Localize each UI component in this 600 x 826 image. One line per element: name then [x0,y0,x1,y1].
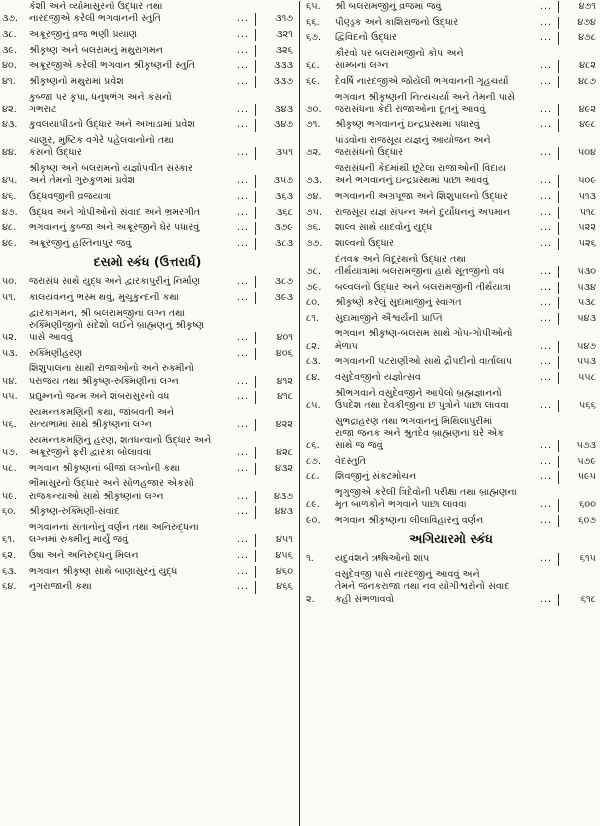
page-number: ૩૩૩ [255,60,293,72]
leader-dots: ... [236,44,250,56]
chapter-number: ૫૩. [2,347,18,359]
leader-dots: ... [539,16,553,28]
page-number: ૪૯૨ [558,104,596,116]
chapter-number: ૬૧. [2,534,16,546]
chapter-number: ૫૯. [2,490,18,502]
toc-entry [2,522,293,547]
chapter-number: ૫૪. [2,375,18,387]
toc-entry [2,348,293,360]
chapter-title: ભૃગુજીએ કરેલી ત્રિદેવોની પરીક્ષા તથા બ્રાહ્મણના મૃત બાળકોને ભગવાને પાછા લાવવા [335,487,517,511]
page-number: ૪૨૨ [255,419,293,431]
chapter-title: દંતવક્ર અને વિદૂરથનો ઉદ્ધાર તથા તીર્થયાત્રામાં બલરામજીના હાથે સૂતજીનો વધ [335,253,505,277]
leader-dots: ... [539,553,553,565]
chapter-title: શ્રીકૃષ્ણનો મથુરામાં પ્રવેશ [29,75,124,87]
chapter-title: સ્યમન્તકમણિનું હરણ, શતધન્વાનો ઉદ્ધાર અને અક્રૂરજીને ફરી દ્વારકા બોલાવવા [29,434,212,459]
chapter-number: ૩૮. [2,28,17,40]
page-number: ૪૮૨ [558,60,596,72]
chapter-number: ૬૬. [306,16,320,28]
toc-entry [2,1,293,26]
chapter-number: ૮૦. [306,297,321,309]
toc-entry [306,372,596,384]
leader-dots: ... [236,447,250,459]
chapter-title: જરાસંધની કેદમાંથી છૂટેલા રાજાઓની વિદાય અને ભગવાનનું ઇન્દ્રપ્રસ્થમાં પાછા આવવું [335,163,506,187]
chapter-title: ભગવાનની અગ્રપૂજા અને શિશુપાલનો ઉદ્ધાર [335,190,508,202]
page-number: ૫૭૩ [558,440,596,452]
chapter-title: ઉષા અને અનિરુદ્ધનું મિલન [29,549,139,561]
chapter-title: બલ્વલનો ઉદ્ધાર અને બલરામજીની તીર્થયાત્રા [335,281,511,293]
page-number: ૪૭૮ [558,32,596,44]
leader-dots: ... [236,190,250,202]
toc-entry [306,238,596,250]
page-number: ૫૫૮ [558,372,596,384]
chapter-title: અક્રૂરજીએ કરેલી ભગવાન શ્રીકૃષ્ણની સ્તુતિ [29,60,195,72]
chapter-number: ૮૬. [306,440,320,452]
chapter-title: દ્વિવિદનો ઉદ્ધાર [335,32,397,44]
chapter-number: ૪૮. [2,222,17,234]
toc-entry [2,191,293,203]
page-number: ૪૩૭ [255,491,293,503]
chapter-title: રુક્મિણીહરણ [29,347,83,359]
chapter-number: ૪૪. [2,147,17,159]
chapter-title: શ્રીકૃષ્ણ-રુક્મિણી-સંવાદ [29,506,120,518]
leader-dots: ... [236,13,250,25]
chapter-number: ૫૮. [2,462,17,474]
leader-dots: ... [539,593,553,605]
left-column [0,1,299,826]
leader-dots: ... [236,375,250,387]
page-number: ૩૯૩ [255,292,293,304]
page-number: ૩૭૯ [255,222,293,234]
leader-dots: ... [236,462,250,474]
chapter-title: ભગવાનનાં સંતાનોનું વર્ણન તથા અનિરુદ્ધના લગ્નમાં રુક્મીનું માર્યું જવું [29,522,199,546]
page-number: ૩૮૭ [255,276,293,288]
chapter-number: ૭૧. [306,119,321,131]
chapter-number: ૮૩. [306,356,321,368]
leader-dots: ... [236,391,250,403]
chapter-number: ૪૧. [2,75,16,87]
page-number: ૬૦૦ [558,499,596,511]
toc-entry [2,119,293,131]
leader-dots: ... [236,119,250,131]
leader-dots: ... [539,32,553,44]
toc-entry [306,282,596,294]
toc-entry [2,29,293,41]
toc-entry [306,328,596,353]
leader-dots: ... [539,297,553,309]
page-number: ૬૦૭ [558,515,596,527]
toc-entry [2,363,293,388]
page-number: ૫૭૯ [558,456,596,468]
chapter-number: ૪૨. [2,103,17,115]
leader-dots: ... [539,1,553,12]
toc-entry [306,471,596,483]
page-number: ૪૫૬ [255,550,293,562]
toc-entry [306,1,596,13]
chapter-number: ૬૨. [2,549,17,561]
right-column [299,1,598,826]
toc-entry [2,550,293,562]
chapter-title: પૌણ્ડ્રક અને કાશિરાજનો ઉદ્ધાર [335,16,459,28]
chapter-number: ૫૬. [2,419,17,431]
toc-entry [2,135,293,160]
page-number: ૪૪૩ [255,506,293,518]
leader-dots: ... [236,222,250,234]
chapter-title: શ્રીકૃષ્ણ ભગવાનનું ઇન્દ્રપ્રસ્થમાં પધારવું [335,119,480,131]
chapter-title: શિશુપાલના સાથી રાજાઓનો અને રુક્મીનો પરાજય તથા શ્રીકૃષ્ણ-રુક્મિણીનાં લગ્ન [29,363,195,387]
leader-dots: ... [539,312,553,324]
chapter-number: ૭૨. [306,147,322,159]
toc-entry [306,553,596,565]
chapter-title: શ્રીકૃષ્ણ અને બલરામનો યજ્ઞોપવીત સંસ્કાર અને તેમનો ગુરુકુળમાં પ્રવેશ [29,163,193,187]
toc-entry [306,388,596,413]
leader-dots: ... [539,60,553,72]
leader-dots: ... [539,75,553,87]
page-number: ૩૨૧ [255,29,293,41]
chapter-title: કૌરવો પર બલરામજીનો કોપ અને સામ્બનાં લગ્ન [335,47,464,72]
toc-entry [306,17,596,29]
chapter-title: અક્રૂરજીનું વ્રજ ભણી પ્રયાણ [29,28,138,40]
chapter-number: ૬૪. [2,581,17,593]
chapter-title: નૃગરાજાની કથા [29,581,92,593]
toc-entry [2,45,293,57]
leader-dots: ... [236,147,250,159]
page-number: ૪૯૮ [558,119,596,131]
chapter-number: ૭૦. [306,103,322,115]
page-number: ૫૨૬ [558,238,596,250]
page-number: ૫૦૪ [558,147,596,159]
toc-entry [306,515,596,527]
chapter-number: ૭૯. [306,281,322,293]
leader-dots: ... [539,265,553,277]
chapter-title: ઉદ્ધવજીની વ્રજયાત્રા [29,190,112,202]
chapter-title: સુદામાજીને ઐશ્વર્યની પ્રાપ્તિ [335,312,443,324]
chapter-number: ૮૧. [306,312,320,324]
page-number: ૬૧૫ [558,553,596,565]
chapter-number: ૭૫. [306,206,323,218]
leader-dots: ... [236,332,250,344]
toc-entry [306,254,596,279]
toc-entry [2,222,293,234]
leader-dots: ... [539,399,553,411]
chapter-title: સુભદ્રાહરણ તથા ભગવાનનું મિથિલાપુરીમાં રાજા જનક અને શ્રુતદેવ બ્રાહ્મણના ઘરે એક સાથે જ જવું [335,415,505,452]
leader-dots: ... [539,440,553,452]
chapter-title: કેશી અને વ્યોમાસુરનો ઉદ્ધાર તથા નારદજીએ કરેલી ભગવાનની સ્તુતિ [29,1,163,25]
toc-entry [306,456,596,468]
chapter-number: ૫૭. [2,447,19,459]
chapter-number: ૪૫. [2,175,18,187]
chapter-number: ૩૭. [2,13,19,25]
toc-entry [2,506,293,518]
chapter-title: શ્રીભગવાને વસુદેવજીને આપેલો બ્રહ્મજ્ઞાનનો ઉપદેશ તથા દેવકીજીના છ પુત્રોને પાછા લાવવા [335,387,509,411]
page-number: ૫૧૩ [558,191,596,203]
leader-dots: ... [539,499,553,511]
toc-entry [306,569,596,606]
leader-dots: ... [539,237,553,249]
chapter-number: ૭૪. [306,190,322,202]
chapter-title: કુબ્જા પર કૃપા, ધનુષભંગ અને કંસનો ગભરાટ [29,91,172,115]
chapter-number: ૪૯. [2,237,17,249]
page-number: ૩૬૮ [255,207,293,219]
leader-dots: ... [236,565,250,577]
chapter-number: ૪૩. [2,119,18,131]
leader-dots: ... [236,276,250,288]
page-number: ૫૩૦ [558,266,596,278]
chapter-title: રાજસૂય યજ્ઞ સંપન્ન અને દુર્યોધનનું અપમાન [335,206,511,218]
chapter-number: ૪૦. [2,60,17,72]
leader-dots: ... [539,281,553,293]
chapter-title: ભગવાનની પટરાણીઓ સાથે દ્રૌપદીનો વાર્તાલાપ [335,356,513,368]
page-number: ૪૬૦ [255,566,293,578]
leader-dots: ... [539,175,553,187]
toc-entry [2,391,293,403]
toc-entry [2,276,293,288]
toc-entry [306,356,596,368]
page-number: ૩૫૭ [255,175,293,187]
chapter-title: શ્રીકૃષ્ણ અને બલરામનું મથુરાગમન [29,44,163,56]
page-number: ૩૧૭ [255,13,293,25]
chapter-number: ૯૦. [306,515,321,527]
chapter-title: શિવજીનું સંકટમોચન [335,471,417,483]
chapter-number: ૧. [306,553,314,565]
leader-dots: ... [539,515,553,527]
page-number: ૫૪૩ [558,313,596,325]
toc-entry [2,407,293,432]
toc-entry [2,207,293,219]
chapter-number: ૬૩. [2,565,17,577]
leader-dots: ... [236,506,250,518]
chapter-title: શાલ્વનો ઉદ્ધાર [335,237,394,249]
toc-entry [2,292,293,304]
page-number: ૪૬૬ [255,581,293,593]
toc-entry [2,60,293,72]
toc-entry [306,135,596,160]
section-heading: દસમો સ્કંધ (ઉત્તરાર્ધ) [93,254,202,270]
toc-columns [0,1,600,826]
chapter-title: વેદસ્તુતિ [335,455,366,467]
chapter-title: ઉદ્ધવ અને ગોપીઓનો સંવાદ અને ભ્રમરગીત [29,206,201,218]
toc-entry [306,297,596,309]
leader-dots: ... [539,356,553,368]
leader-dots: ... [236,60,250,72]
chapter-title: જરાસંધ સાથે યુદ્ધ અને દ્વારકાપુરીનું નિર્માણ [29,276,201,288]
chapter-title: ભૌમાસુરનો ઉદ્ધાર અને સોળહજાર એકસો રાજકન્યાઓ સાથે શ્રીકૃષ્ણનાં લગ્ન [29,478,195,502]
page-number: ૫૦૯ [558,175,596,187]
toc-entry [2,238,293,250]
toc-entry [306,416,596,453]
leader-dots: ... [539,471,553,483]
chapter-title: કુવલયાપીડનો ઉદ્ધાર અને અખાડામાં પ્રવેશ [29,119,195,131]
toc-entry [2,435,293,460]
chapter-number: ૫૦. [2,276,18,288]
chapter-title: અક્રૂરજીનું હસ્તિનાપુર જવું [29,237,132,249]
page-number: ૪૮૭ [558,76,596,88]
page-number: ૫૨૨ [558,222,596,234]
toc-entry [306,92,596,117]
chapter-number: ૬૦. [2,506,17,518]
toc-entry [2,76,293,88]
leader-dots: ... [236,347,250,359]
page-number: ૫૫૩ [558,356,596,368]
toc-entry [306,207,596,219]
chapter-number: ૭૬. [306,222,322,234]
toc-entry [2,566,293,578]
chapter-title: પાંડવોના રાજસૂય યજ્ઞનું આયોજન અને જરાસંધનો ઉદ્ધાર [335,135,491,159]
chapter-number: ૮૫. [306,399,321,411]
chapter-title: ભગવાન શ્રીકૃષ્ણ-બલરામ સાથે ગોપ-ગોપીઓનો મેળાપ [335,328,513,352]
page-number: ૫૩૮ [558,297,596,309]
leader-dots: ... [236,237,250,249]
chapter-number: ૮૪. [306,372,321,384]
page-number: ૫૬૬ [558,400,596,412]
page-number: ૪૭૧ [558,1,596,13]
chapter-title: ભગવાનનું કુબ્જા અને અક્રૂરજીને ઘેર પધારવું [29,222,200,234]
chapter-number: ૬૫. [306,1,321,12]
chapter-title: પ્રદ્યુમ્નનો જન્મ અને શંબરાસુરનો વધ [29,391,170,403]
chapter-number: ૩૯. [2,44,18,56]
page-number: ૫૧૮ [558,207,596,219]
chapter-number: ૬૯. [306,75,321,87]
chapter-number: ૬૮. [306,60,320,72]
page-number: ૩૪૭ [255,119,293,131]
toc-entry [2,92,293,117]
page-number: ૪૩૨ [255,463,293,475]
toc-entry [2,163,293,188]
section-heading: અગિયારમો સ્કંધ [409,531,493,547]
toc-entry [306,222,596,234]
leader-dots: ... [236,103,250,115]
leader-dots: ... [539,103,553,115]
leader-dots: ... [236,490,250,502]
toc-entry [2,308,293,345]
chapter-number: ૭૩. [306,175,323,187]
chapter-title: શ્રીકૃષ્ણે કરેલું સુદામાજીનું સ્વાગત [335,297,462,309]
toc-entry [2,581,293,593]
leader-dots: ... [236,534,250,546]
chapter-title: વસુદેવજી પાસે નારદજીનું આવવું અને તેમને જનકરાજા તથા નવ યોગીશ્વરોનો સંવાદ કહી સંભળાવવો [335,568,510,605]
chapter-number: ૭૭. [306,237,323,249]
chapter-title: વસુદેવજીનો યજ્ઞોત્સવ [335,372,421,384]
chapter-title: સ્યમન્તકમણિની કથા, જાંબવતી અને સત્યભામા સાથે શ્રીકૃષ્ણનાં લગ્ન [29,406,175,431]
toc-entry [306,487,596,512]
chapter-title: ભગવાન શ્રીકૃષ્ણનાં બીજાં લગ્નોની કથા [29,462,180,474]
chapter-title: શ્રી બલરામજીનું વ્રજમાં જવું [335,1,442,12]
leader-dots: ... [539,190,553,202]
page-number: ૩૫૧ [255,147,293,159]
chapter-title: દ્વારકાગમન, શ્રી બલરામજીનાં લગ્ન તથા રુક્મિણીજીનો સંદેશો લઈને બ્રાહ્મણનું શ્રીકૃષ્ણ પાસે આવવું [29,307,205,344]
chapter-number: ૫૫. [2,391,18,403]
toc-entry [306,48,596,73]
toc-entry [306,313,596,325]
page-number: ૪૦૬ [255,348,293,360]
leader-dots: ... [236,175,250,187]
leader-dots: ... [236,549,250,561]
toc-entry [2,478,293,503]
leader-dots: ... [236,75,250,87]
page-number: ૩૬૩ [255,191,293,203]
page-number: ૫૯૫ [558,471,596,483]
chapter-title: ભગવાન શ્રીકૃષ્ણના લીલાવિહારનું વર્ણન [335,515,484,527]
page-number: ૬૧૮ [558,594,596,606]
leader-dots: ... [539,372,553,384]
toc-entry [306,32,596,44]
chapter-number: ૨. [306,593,315,605]
chapter-number: ૭૮. [306,265,321,277]
chapter-title: ભગવાન શ્રીકૃષ્ણની નિત્યચર્યા અને તેમની પાસે જરાસંધના કેદી રાજાઓના દૂતનું આવવું [335,91,515,115]
leader-dots: ... [539,222,553,234]
page-number: ૪૫૧ [255,534,293,546]
page-number: ૪૭૪ [558,17,596,29]
page-number: ૫૩૪ [558,282,596,294]
chapter-number: ૮૨. [306,340,320,352]
chapter-title: શાલ્વ સાથે યાદવોનું યુદ્ધ [335,222,433,234]
leader-dots: ... [539,147,553,159]
chapter-title: ચાણૂર, મુષ્ટિક વગેરે પહેલવાનોનો તથા કંસનો ઉદ્ધાર [29,135,174,159]
toc-entry [306,163,596,188]
leader-dots: ... [539,455,553,467]
page-number: ૪૧૨ [255,376,293,388]
toc-entry [306,119,596,131]
chapter-number: ૫૧. [2,291,17,303]
page-number: ૩૩૭ [255,76,293,88]
page-number: ૫૪૭ [558,341,596,353]
chapter-number: ૪૭. [2,206,18,218]
page-number: ૪૦૧ [255,332,293,344]
page-number: ૩૪૩ [255,104,293,116]
chapter-number: ૫૨. [2,332,17,344]
chapter-number: ૮૮. [306,471,320,483]
leader-dots: ... [539,340,553,352]
leader-dots: ... [539,206,553,218]
page-number: ૪૧૮ [255,391,293,403]
page-number: ૩૨૬ [255,45,293,57]
toc-entry [306,76,596,88]
leader-dots: ... [236,581,250,593]
toc-entry [2,463,293,475]
leader-dots: ... [236,419,250,431]
chapter-title: દેવર્ષિ નારદજીએ જોયેલી ભગવાનની ગૃહચર્યા [335,75,509,87]
chapter-number: ૬૭. [306,32,322,44]
leader-dots: ... [236,28,250,40]
toc-entry [306,191,596,203]
chapter-title: યદુવંશને ઋષિઓનો શાપ [335,553,430,565]
chapter-number: ૮૯. [306,499,321,511]
chapter-title: કાલયવનનું ભસ્મ થવું, મુચુકુન્દની કથા [29,291,180,303]
chapter-number: ૮૭. [306,455,321,467]
page-number: ૩૮૩ [255,238,293,250]
leader-dots: ... [236,291,250,303]
chapter-number: ૪૬. [2,190,17,202]
page-number: ૪૨૮ [255,447,293,459]
leader-dots: ... [236,206,250,218]
chapter-title: ભગવાન શ્રીકૃષ્ણ સાથે બાણાસુરનું યુદ્ધ [29,565,178,577]
leader-dots: ... [539,119,553,131]
